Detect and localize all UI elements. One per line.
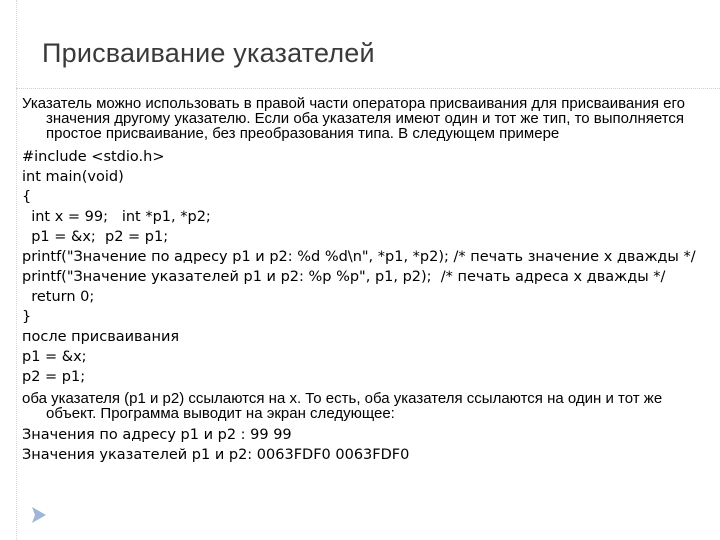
result-line: Значения по адресу p1 и p2 : 99 99 bbox=[22, 427, 292, 443]
code-line: { bbox=[22, 189, 32, 205]
code-line: return 0; bbox=[22, 289, 95, 305]
result-line: Значения указателей p1 и p2: 0063FDF0 0063FDF0 bbox=[22, 447, 410, 463]
code-line: после присваивания bbox=[22, 329, 180, 345]
code-line: p1 = &x; p2 = p1; bbox=[22, 229, 169, 245]
slide-body bbox=[22, 96, 702, 465]
title-divider bbox=[16, 88, 720, 89]
code-line: p1 = &x; bbox=[22, 349, 87, 365]
code-line: printf("Значение указателей p1 и p2: %p %p", p1, p2); /* печать адреса x дважды */ bbox=[22, 269, 666, 285]
triangle-right-icon[interactable] bbox=[30, 506, 48, 524]
code-line: } bbox=[22, 309, 32, 325]
code-line: int x = 99; int *p1, *p2; bbox=[22, 209, 211, 225]
left-guide-line bbox=[16, 0, 18, 540]
code-line: printf("Значение по адресу p1 и p2: %d %d\n", *p1, *p2); /* печать значение x дважды */ bbox=[22, 249, 696, 265]
outro-paragraph: оба указателя (p1 и p2) ссылаются на x. То есть, оба указателя ссылаются на один и тот же объект. Программа выводит на экран следующее: bbox=[22, 390, 663, 422]
code-line: #include <stdio.h> bbox=[22, 149, 165, 165]
intro-paragraph: Указатель можно использовать в правой части оператора присваивания для присваивания его значения другому указателю. Если оба указателя имеют один и тот же тип, то выполняется простое присваивание, без преобразования типа. В следующем примере bbox=[22, 95, 686, 142]
code-line: int main(void) bbox=[22, 169, 124, 185]
code-line: p2 = p1; bbox=[22, 369, 86, 385]
slide-title: Присваивание указателей bbox=[42, 38, 375, 68]
code-block bbox=[22, 147, 702, 387]
